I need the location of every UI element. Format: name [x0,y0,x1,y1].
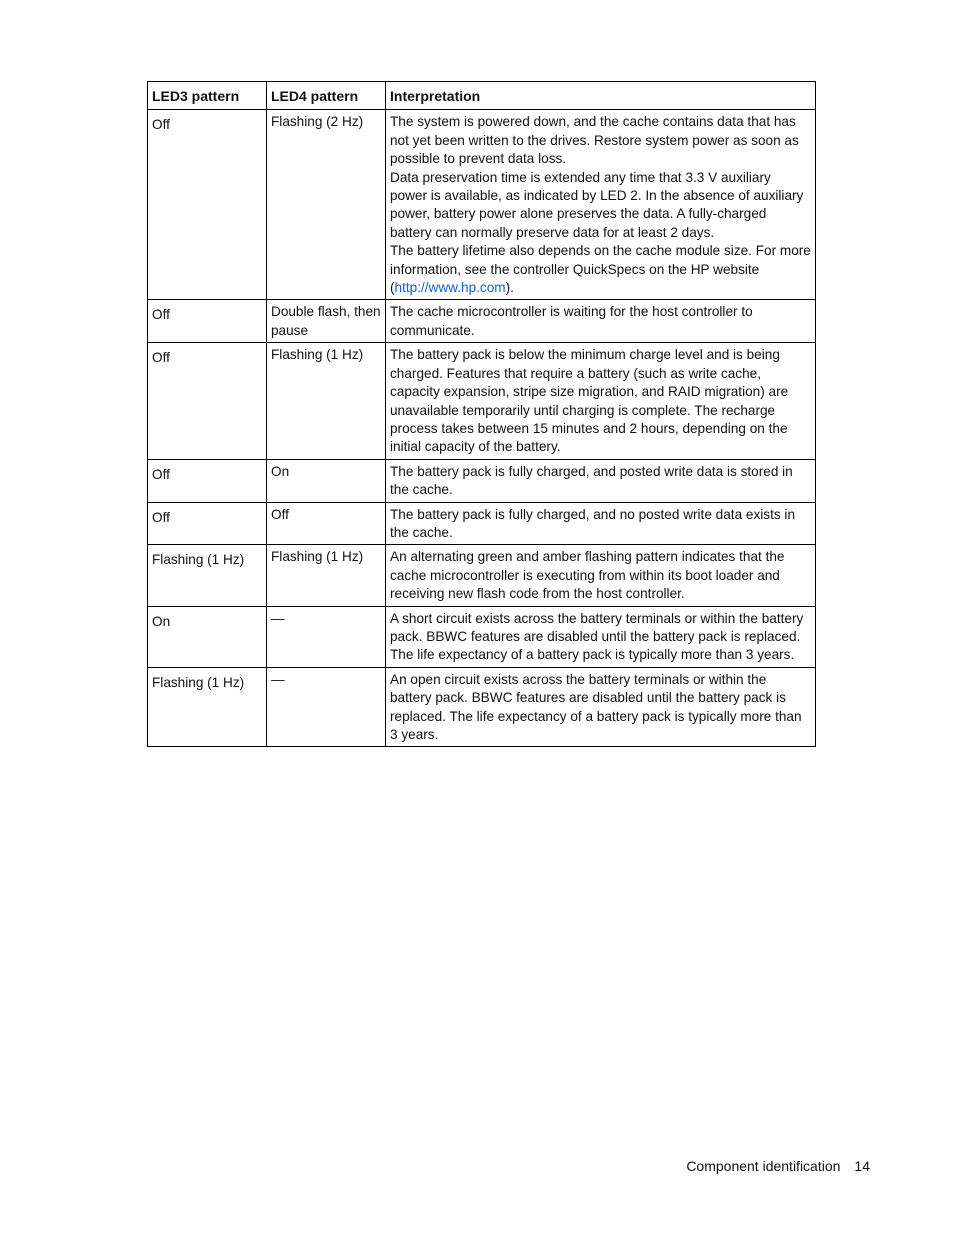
hp-website-link[interactable]: http://www.hp.com [394,280,506,296]
cell-led3: Off [148,300,267,343]
cell-led4: Off [267,502,386,545]
cell-led3: Off [148,502,267,545]
table-row [148,502,816,545]
cell-interpretation: An alternating green and amber flashing pattern indicates that the cache microcontroller is executing from within its boot loader and receiving new flash code from the host controller. [386,545,816,606]
cell-led4: Flashing (1 Hz) [267,545,386,606]
header-led4-pattern: LED4 pattern [267,82,386,110]
cell-led3: Flashing (1 Hz) [148,545,267,606]
table-row [148,110,816,300]
cell-interpretation [386,110,816,300]
interpretation-text: The battery lifetime also depends on the cache module size. For more information, see the controller QuickSpecs on the HP website ( [390,243,811,296]
cell-led4: Flashing (2 Hz) [267,110,386,300]
cell-interpretation: The battery pack is fully charged, and posted write data is stored in the cache. [386,459,816,502]
interpretation-text: ). [505,280,514,296]
table-row [148,606,816,667]
interpretation-paragraph [390,242,811,297]
header-interpretation: Interpretation [386,82,816,110]
table-header-row [148,82,816,110]
cell-interpretation: The cache microcontroller is waiting for the host controller to communicate. [386,300,816,343]
interpretation-paragraph: Data preservation time is extended any time that 3.3 V auxiliary power is available, as indicated by LED 2. In the absence of auxiliary power, battery power alone preserves the data. A fully-charged battery can normally preserve data for at least 2 days. [390,169,804,240]
footer-section-title: Component identification [686,1158,841,1174]
led-pattern-table [147,81,816,747]
table-row [148,343,816,459]
cell-led3: Off [148,459,267,502]
interpretation-paragraph: The system is powered down, and the cache contains data that has not yet been written to the drives. Restore system power as soon as possible to prevent data loss. [390,114,799,167]
cell-interpretation: The battery pack is below the minimum charge level and is being charged. Features that require a battery (such as write cache, capacity expansion, stripe size migration, and RAID migration) are unavailable temporarily until charging is complete. The recharge process takes between 15 minutes and 2 hours, depending on the initial capacity of the battery. [386,343,816,459]
table-row [148,545,816,606]
cell-led4: Double flash, then pause [267,300,386,343]
cell-led4: — [267,606,386,667]
table-row [148,300,816,343]
cell-interpretation: A short circuit exists across the battery terminals or within the battery pack. BBWC features are disabled until the battery pack is replaced. The life expectancy of a battery pack is typically more than 3 years. [386,606,816,667]
cell-led4: — [267,667,386,747]
cell-led3: Off [148,343,267,459]
header-led3-pattern: LED3 pattern [148,82,267,110]
cell-led3: Off [148,110,267,300]
cell-interpretation: The battery pack is fully charged, and no posted write data exists in the cache. [386,502,816,545]
table-row [148,667,816,747]
cell-led3: Flashing (1 Hz) [148,667,267,747]
cell-led4: Flashing (1 Hz) [267,343,386,459]
cell-led4: On [267,459,386,502]
table-row [148,459,816,502]
cell-interpretation: An open circuit exists across the battery terminals or within the battery pack. BBWC features are disabled until the battery pack is replaced. The life expectancy of a battery pack is typically more than 3 years. [386,667,816,747]
page-footer [686,1158,870,1174]
page-number: 14 [854,1158,870,1174]
cell-led3: On [148,606,267,667]
